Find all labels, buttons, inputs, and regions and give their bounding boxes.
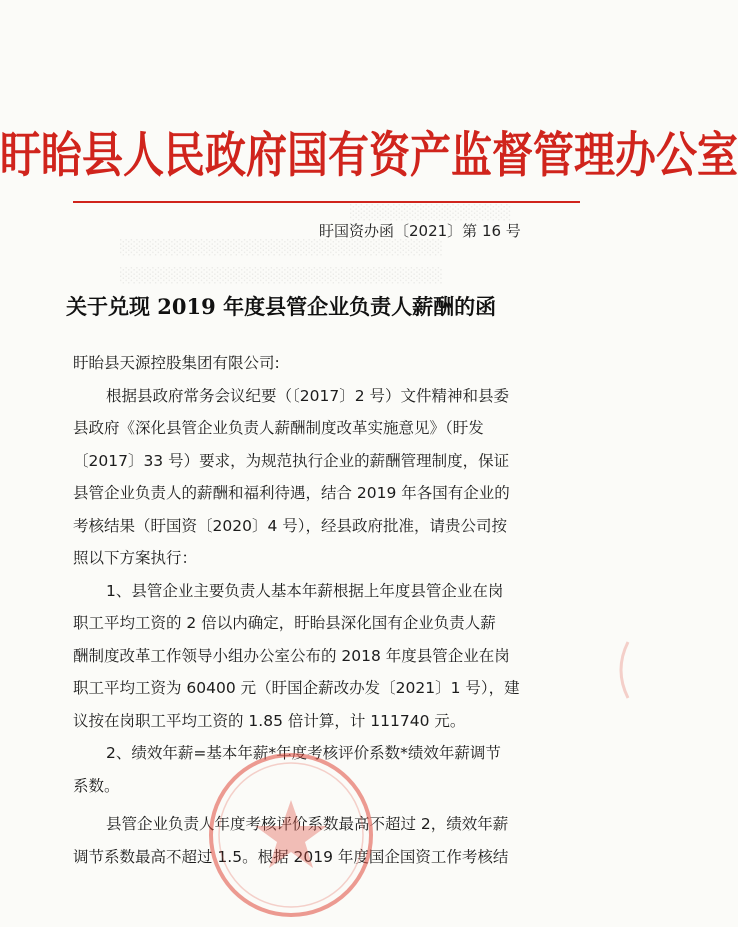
document-number: 盱国资办函〔2021〕第 16 号 bbox=[319, 222, 521, 240]
body-line: 议按在岗职工平均工资的 1.85 倍计算，计 111740 元。 bbox=[73, 711, 466, 730]
body-line: 1、县管企业主要负责人基本年薪根据上年度县管企业在岗 bbox=[106, 581, 504, 600]
body-line: 县管企业负责人年度考核评价系数最高不超过 2，绩效年薪 bbox=[106, 815, 509, 833]
body-line: 系数。 bbox=[73, 776, 120, 795]
body-line: 调节系数最高不超过 1.5。根据 2019 年度国企国资工作考核结 bbox=[73, 847, 509, 866]
body-line: 县管企业负责人的薪酬和福利待遇，结合 2019 年各国有企业的 bbox=[73, 484, 510, 502]
bleed-through-text: ░░░░░░░░░░░░░░░░░░░░░░░░░░░░░░ bbox=[120, 240, 443, 256]
body-line: 〔2017〕33 号）要求，为规范执行企业的薪酬管理制度，保证 bbox=[73, 451, 510, 470]
red-separator-line bbox=[73, 201, 580, 203]
document-title: 关于兑现 2019 年度县管企业负责人薪酬的函 bbox=[66, 294, 497, 319]
bleed-through-text: ░░░░░░░░░░░░░░░ bbox=[350, 205, 512, 221]
body-line: 县政府《深化县管企业负责人薪酬制度改革实施意见》（盱发 bbox=[73, 419, 484, 437]
body-line: 职工平均工资的 2 倍以内确定，盱眙县深化国有企业负责人薪 bbox=[73, 614, 496, 632]
recipient-line: 盱眙县天源控股集团有限公司: bbox=[73, 354, 280, 372]
issuing-organization-header: 盱眙县人民政府国有资产监督管理办公室 bbox=[0, 126, 738, 184]
body-line: 职工平均工资为 60400 元（盱国企薪改办发〔2021〕1 号），建 bbox=[73, 679, 520, 697]
body-line: 照以下方案执行： bbox=[73, 549, 198, 567]
body-line: 酬制度改革工作领导小组办公室公布的 2018 年度县管企业在岗 bbox=[73, 646, 510, 665]
body-line: 考核结果（盱国资〔2020〕4 号），经县政府批准，请贵公司按 bbox=[73, 516, 507, 535]
document-body bbox=[73, 347, 583, 873]
body-line: 根据县政府常务会议纪要（〔2017〕2 号）文件精神和县委 bbox=[106, 386, 509, 405]
edge-seal-mark bbox=[610, 640, 630, 700]
body-line: 2、绩效年薪=基本年薪*年度考核评价系数*绩效年薪调节 bbox=[106, 744, 501, 762]
bleed-through-text: ░░░░░░░░░░░░░░░░░░░░░░░░░░░░░░ bbox=[120, 268, 443, 284]
